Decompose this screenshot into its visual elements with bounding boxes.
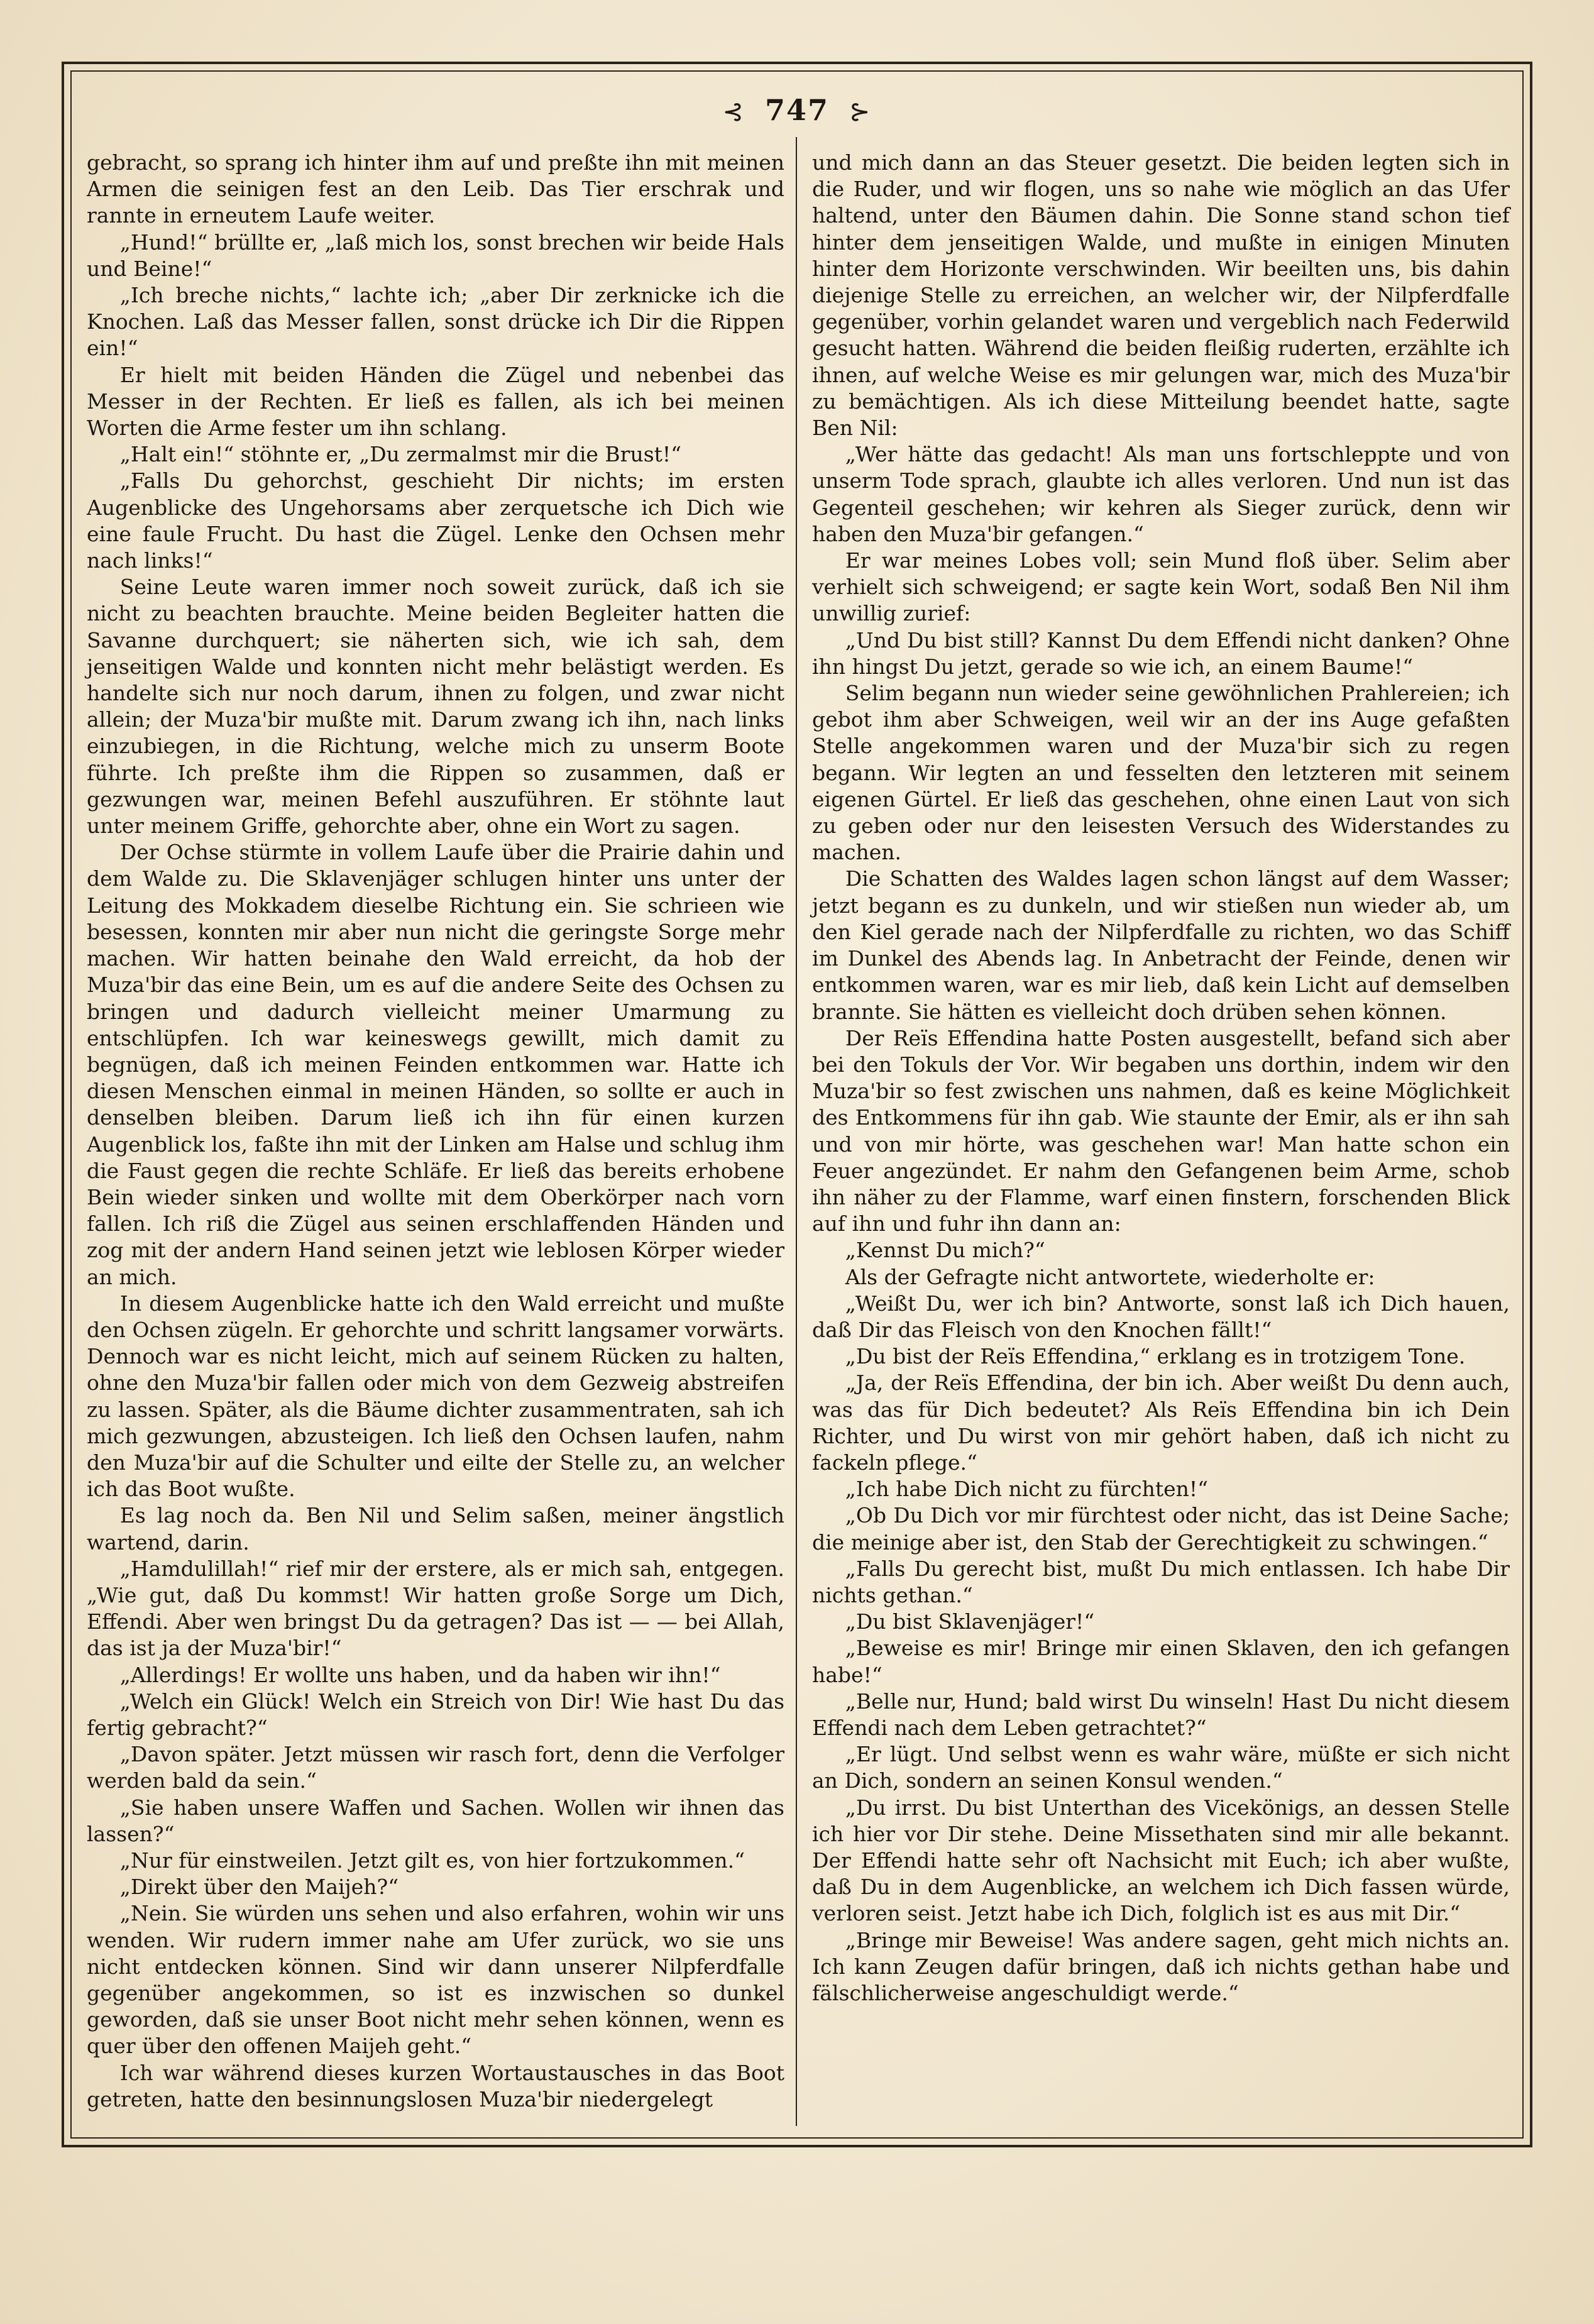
paragraph: „Weißt Du, wer ich bin? Antworte, sonst laß ich Dich hauen, daß Dir das Fleisch von den Knochen fällt!“ <box>812 1291 1510 1342</box>
paragraph: „Nur für einstweilen. Jetzt gilt es, von hier fortzukommen.“ <box>119 1848 745 1873</box>
paragraph: „Bringe mir Beweise! Was andere sagen, geht mich nichts an. Ich kann Zeugen dafür bringen, daß ich nichts gethan habe und fälschlicherweise angeschuldigt werde.“ <box>812 1927 1510 2006</box>
paragraph: Seine Leute waren immer noch soweit zurück, daß ich sie nicht zu beachten brauchte. Meine beiden Begleiter hatten die Savanne durchquert; sie näherten sich, wie ich sah, dem jenseitigen Walde und konnten nicht mehr belästigt werden. Es handelte sich nur noch darum, ihnen zu folgen, und zwar nicht allein; der Muza'bir mußte mit. Darum zwang ich ihn, nach links einzubiegen, in die Richtung, welche mich zu unserm Boote führte. Ich preßte ihm die Rippen so zusammen, daß er gezwungen war, meinen Befehl auszuführen. Er stöhnte laut unter meinem Griffe, gehorchte aber, ohne ein Wort zu sagen. <box>87 575 784 839</box>
paragraph: „Du irrst. Du bist Unterthan des Vicekönigs, an dessen Stelle ich hier vor Dir stehe. Deine Missethaten sind mir alle bekannt. Der Effendi hatte sehr oft Nachsicht mit Euch; ich aber wußte, daß Du in dem Augenblicke, an welchem ich Dich fassen würde, verloren seist. Jetzt habe ich Dich, folglich ist es aus mit Dir.“ <box>812 1795 1510 1926</box>
paragraph: „Ich breche nichts,“ lachte ich; „aber Dir zerknicke ich die Knochen. Laß das Messer fallen, sonst drücke ich Dir die Rippen ein!“ <box>87 283 784 361</box>
paragraph: Er hielt mit beiden Händen die Zügel und nebenbei das Messer in der Rechten. Er ließ es fallen, als ich bei meinen Worten die Arme fester um ihn schlang. <box>87 362 784 441</box>
paragraph: Der Reïs Effendina hatte Posten ausgestellt, befand sich aber bei den Tokuls der Vor. Wir begaben uns dorthin, indem wir den Muza'bir so fest zwischen uns nahmen, daß es keine Möglichkeit des Entkommens für ihn gab. Wie staunte der Emir, als er ihn sah und von mir hörte, was geschehen war! Man hatte schon ein Feuer angezündet. Er nahm den Gefangenen beim Arme, schob ihn näher zu der Flamme, warf einen finstern, forschenden Blick auf ihn und fuhr ihn dann an: <box>812 1025 1510 1236</box>
paragraph: „Kennst Du mich?“ <box>845 1238 1045 1263</box>
right-column <box>812 150 1510 2007</box>
ornament-left-icon: ⊰ <box>722 97 745 126</box>
paragraph: gebracht, so sprang ich hinter ihm auf und preßte ihn mit meinen Armen die seinigen fest an den Leib. Das Tier erschrak und rannte in erneutem Laufe weiter. <box>87 150 784 228</box>
paragraph: Der Ochse stürmte in vollem Laufe über die Prairie dahin und dem Walde zu. Die Sklavenjäger schlugen hinter uns unter der Leitung des Mokkadem dieselbe Richtung ein. Sie schrieen wie besessen, konnten mir aber nun nicht die geringste Sorge mehr machen. Wir hatten beinahe den Wald erreicht, da hob der Muza'bir das eine Bein, um es auf die andere Seite des Ochsen zu bringen und dadurch vielleicht meiner Umarmung zu entschlüpfen. Ich war keineswegs gewillt, mich damit zu begnügen, daß ich meinen Feinden entkommen war. Hatte ich diesen Menschen einmal in meinen Händen, so sollte er auch in denselben bleiben. Darum ließ ich ihn für einen kurzen Augenblick los, faßte ihn mit der Linken am Halse und schlug ihm die Faust gegen die rechte Schläfe. Er ließ das bereits erhobene Bein wieder sinken und wollte mit dem Oberkörper nach vorn fallen. Ich riß die Zügel aus seinen erschlaffenden Händen und zog mit der andern Hand seinen jetzt wie leblosen Körper wieder an mich. <box>87 840 784 1289</box>
paragraph: „Sie haben unsere Waffen und Sachen. Wollen wir ihnen das lassen?“ <box>87 1795 784 1846</box>
paragraph: „Und Du bist still? Kannst Du dem Effendi nicht danken? Ohne ihn hingst Du jetzt, gerade so wie ich, an einem Baume!“ <box>812 627 1510 679</box>
paragraph: „Ja, der Reïs Effendina, der bin ich. Aber weißt Du denn auch, was das für Dich bedeutet? Als Reïs Effendina bin ich Dein Richter, und Du wirst von mir gehört haben, daß ich nicht zu fackeln pflege.“ <box>812 1370 1510 1475</box>
paragraph: In diesem Augenblicke hatte ich den Wald erreicht und mußte den Ochsen zügeln. Er gehorchte und schritt langsamer vorwärts. Dennoch war es nicht leicht, mich auf seinem Rücken zu halten, ohne den Muza'bir fallen oder mich von dem Gezweig abstreifen zu lassen. Später, als die Bäume dichter zusammentraten, sah ich mich gezwungen, abzusteigen. Ich ließ den Ochsen laufen, nahm den Muza'bir auf die Schulter und eilte der Stelle zu, an welcher ich das Boot wußte. <box>87 1291 784 1502</box>
paragraph: „Davon später. Jetzt müssen wir rasch fort, denn die Verfolger werden bald da sein.“ <box>87 1742 784 1793</box>
paragraph: „Allerdings! Er wollte uns haben, und da haben wir ihn!“ <box>119 1662 721 1687</box>
paragraph: Er war meines Lobes voll; sein Mund floß über. Selim aber verhielt sich schweigend; er sagte kein Wort, sodaß Ben Nil ihm unwillig zurief: <box>812 548 1510 626</box>
paragraph: Selim begann nun wieder seine gewöhnlichen Prahlereien; ich gebot ihm aber Schweigen, weil wir an der ins Auge gefaßten Stelle angekommen waren und der Muza'bir sich zu regen begann. Wir legten an und fesselten den letzteren mit seinem eigenen Gürtel. Er ließ das geschehen, ohne einen Laut von sich zu geben oder nur den leisesten Versuch des Widerstandes zu machen. <box>812 681 1510 865</box>
column-divider <box>796 137 797 2126</box>
paragraph: „Falls Du gehorchst, geschieht Dir nichts; im ersten Augenblicke des Ungehorsams aber zerquetsche ich Dich wie eine faule Frucht. Du hast die Zügel. Lenke den Ochsen mehr nach links!“ <box>87 468 784 573</box>
paragraph: Es lag noch da. Ben Nil und Selim saßen, meiner ängstlich wartend, darin. <box>87 1503 784 1555</box>
paragraph: Als der Gefragte nicht antwortete, wiederholte er: <box>845 1264 1375 1289</box>
paragraph: „Nein. Sie würden uns sehen und also erfahren, wohin wir uns wenden. Wir rudern immer nahe am Ufer zurück, wo sie uns nicht entdecken können. Sind wir dann unserer Nilpferdfalle gegenüber angekommen, so ist es inzwischen so dunkel geworden, daß sie unser Boot nicht mehr sehen können, wenn es quer über den offenen Maijeh geht.“ <box>87 1901 784 2059</box>
paragraph: „Ob Du Dich vor mir fürchtest oder nicht, das ist Deine Sache; die meinige aber ist, den Stab der Gerechtigkeit zu schwingen.“ <box>812 1503 1510 1555</box>
paragraph: „Du bist Sklavenjäger!“ <box>845 1609 1095 1634</box>
paragraph: Die Schatten des Waldes lagen schon längst auf dem Wasser; jetzt begann es zu dunkeln, und wir stießen nun wieder ab, um den Kiel gerade nach der Nilpferdfalle zu richten, wo das Schiff im Dunkel des Abends lag. In Anbetracht der Feinde, denen wir entkommen waren, war es mir lieb, daß kein Licht auf demselben brannte. Sie hätten es vielleicht doch drüben sehen können. <box>812 866 1510 1024</box>
page-header <box>0 93 1594 127</box>
paragraph: „Wer hätte das gedacht! Als man uns fortschleppte und von unserm Tode sprach, glaubte ich alles verloren. Und nun ist das Gegenteil geschehen; wir kehren als Sieger zurück, denn wir haben den Muza'bir gefangen.“ <box>812 442 1510 546</box>
left-column <box>87 150 784 2113</box>
paragraph: „Direkt über den Maijeh?“ <box>119 1875 399 1900</box>
paragraph: „Du bist der Reïs Effendina,“ erklang es in trotzigem Tone. <box>845 1344 1466 1369</box>
paragraph: „Hamdulillah!“ rief mir der erstere, als er mich sah, entgegen. „Wie gut, daß Du kommst! Wir hatten große Sorge um Dich, Effendi. Aber wen bringst Du da getragen? Das ist — — bei Allah, das ist ja der Muza'bir!“ <box>87 1556 784 1661</box>
paragraph: „Halt ein!“ stöhnte er, „Du zermalmst mir die Brust!“ <box>119 442 682 467</box>
paragraph: „Beweise es mir! Bringe mir einen Sklaven, den ich gefangen habe!“ <box>812 1636 1510 1687</box>
ornament-right-icon: ⊱ <box>849 97 872 126</box>
paragraph: Ich war während dieses kurzen Wortaustausches in das Boot getreten, hatte den besinnungslosen Muza'bir niedergelegt <box>87 2060 784 2112</box>
page-number: 747 <box>764 93 830 127</box>
paragraph: „Er lügt. Und selbst wenn es wahr wäre, müßte er sich nicht an Dich, sondern an seinen Konsul wenden.“ <box>812 1742 1510 1793</box>
paragraph: „Hund!“ brüllte er, „laß mich los, sonst brechen wir beide Hals und Beine!“ <box>87 229 784 281</box>
paragraph: „Welch ein Glück! Welch ein Streich von Dir! Wie hast Du das fertig gebracht?“ <box>87 1688 784 1740</box>
paragraph: und mich dann an das Steuer gesetzt. Die beiden legten sich in die Ruder, und wir flogen, uns so nahe wie möglich an das Ufer haltend, unter den Bäumen dahin. Die Sonne stand schon tief hinter dem jenseitigen Walde, und mußte in einigen Minuten hinter dem Horizonte verschwinden. Wir beeilten uns, bis dahin diejenige Stelle zu erreichen, an welcher wir, der Nilpferdfalle gegenüber, vorhin gelandet waren und vergeblich nach Federwild gesucht hatten. Während die beiden fleißig ruderten, erzählte ich ihnen, auf welche Weise es mir gelungen war, mich des Muza'bir zu bemächtigen. Als ich diese Mitteilung beendet hatte, sagte Ben Nil: <box>812 150 1510 441</box>
paragraph: „Ich habe Dich nicht zu fürchten!“ <box>845 1477 1209 1502</box>
paragraph: „Belle nur, Hund; bald wirst Du winseln! Hast Du nicht diesem Effendi nach dem Leben getrachtet?“ <box>812 1688 1510 1740</box>
paragraph: „Falls Du gerecht bist, mußt Du mich entlassen. Ich habe Dir nichts gethan.“ <box>812 1556 1510 1607</box>
